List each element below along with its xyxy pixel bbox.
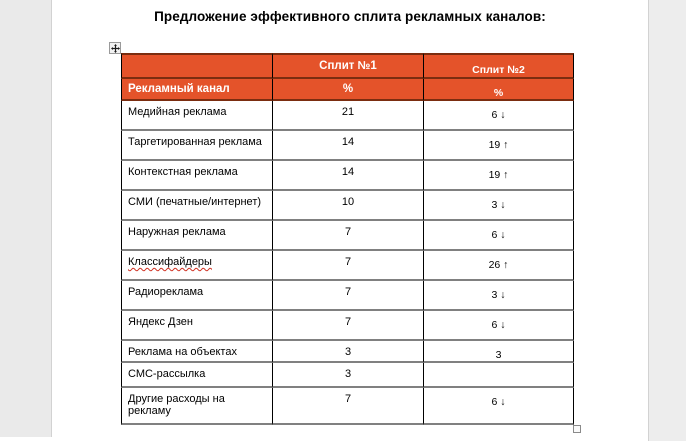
channel-cell[interactable] (121, 251, 273, 281)
split1-cell[interactable]: 7 (273, 221, 424, 251)
channel-cell[interactable]: СМС-рассылка (121, 363, 273, 388)
table-resize-handle[interactable] (573, 425, 581, 433)
subheader-split2-percent-cell[interactable]: % (424, 79, 574, 101)
split1-cell[interactable]: 7 (273, 311, 424, 341)
split2-cell[interactable]: 6 ↓ (424, 388, 574, 425)
page-title[interactable]: Предложение эффективного сплита рекламных каналов: (154, 9, 546, 24)
split2-cell[interactable]: 19 ↑ (424, 161, 574, 191)
split1-cell[interactable]: 7 (273, 251, 424, 281)
split1-cell[interactable]: 3 (273, 341, 424, 363)
split1-cell[interactable]: 14 (273, 161, 424, 191)
table-header-row (121, 53, 574, 79)
table-subheader-row (121, 79, 574, 101)
split2-cell[interactable]: 6 ↓ (424, 101, 574, 131)
header-cell-blank[interactable] (121, 53, 273, 79)
channel-cell[interactable]: Медийная реклама (121, 101, 273, 131)
move-cross-icon (111, 44, 120, 53)
split2-cell[interactable]: 3 ↓ (424, 281, 574, 311)
split2-cell[interactable]: 19 ↑ (424, 131, 574, 161)
split2-cell[interactable] (424, 363, 574, 388)
misspelled-word: Классифайдеры (128, 256, 212, 268)
table-row (121, 161, 574, 191)
split1-cell[interactable]: 10 (273, 191, 424, 221)
channel-cell[interactable]: Радиореклама (121, 281, 273, 311)
header-cell-split1[interactable]: Сплит №1 (273, 53, 424, 79)
split1-cell[interactable]: 7 (273, 388, 424, 425)
split2-cell[interactable]: 3 (424, 341, 574, 363)
channel-cell[interactable]: Другие расходы на рекламу (121, 388, 273, 425)
table-row (121, 191, 574, 221)
split2-cell[interactable]: 6 ↓ (424, 311, 574, 341)
split2-cell[interactable]: 3 ↓ (424, 191, 574, 221)
channel-cell[interactable]: Реклама на объектах (121, 341, 273, 363)
right-page-margin (648, 0, 686, 441)
ad-split-table (121, 53, 574, 425)
table-move-handle[interactable] (109, 42, 121, 54)
table-row (121, 388, 574, 425)
subheader-split1-percent-cell[interactable]: % (273, 79, 424, 101)
table-row (121, 341, 574, 363)
header-cell-split2[interactable]: Сплит №2 (424, 53, 574, 79)
split1-cell[interactable]: 21 (273, 101, 424, 131)
left-page-margin (0, 0, 52, 437)
table-row (121, 281, 574, 311)
table-row (121, 101, 574, 131)
channel-cell[interactable]: Контекстная реклама (121, 161, 273, 191)
table-row (121, 221, 574, 251)
channel-cell[interactable]: СМИ (печатные/интернет) (121, 191, 273, 221)
channel-cell[interactable]: Наружная реклама (121, 221, 273, 251)
table-row (121, 311, 574, 341)
split1-cell[interactable]: 14 (273, 131, 424, 161)
split1-cell[interactable]: 3 (273, 363, 424, 388)
split2-cell[interactable]: 6 ↓ (424, 221, 574, 251)
split1-cell[interactable]: 7 (273, 281, 424, 311)
channel-cell[interactable]: Яндекс Дзен (121, 311, 273, 341)
subheader-channel-cell[interactable]: Рекламный канал (121, 79, 273, 101)
channel-cell[interactable]: Таргетированная реклама (121, 131, 273, 161)
table-row (121, 251, 574, 281)
table-row (121, 131, 574, 161)
table-row (121, 363, 574, 388)
split2-cell[interactable]: 26 ↑ (424, 251, 574, 281)
